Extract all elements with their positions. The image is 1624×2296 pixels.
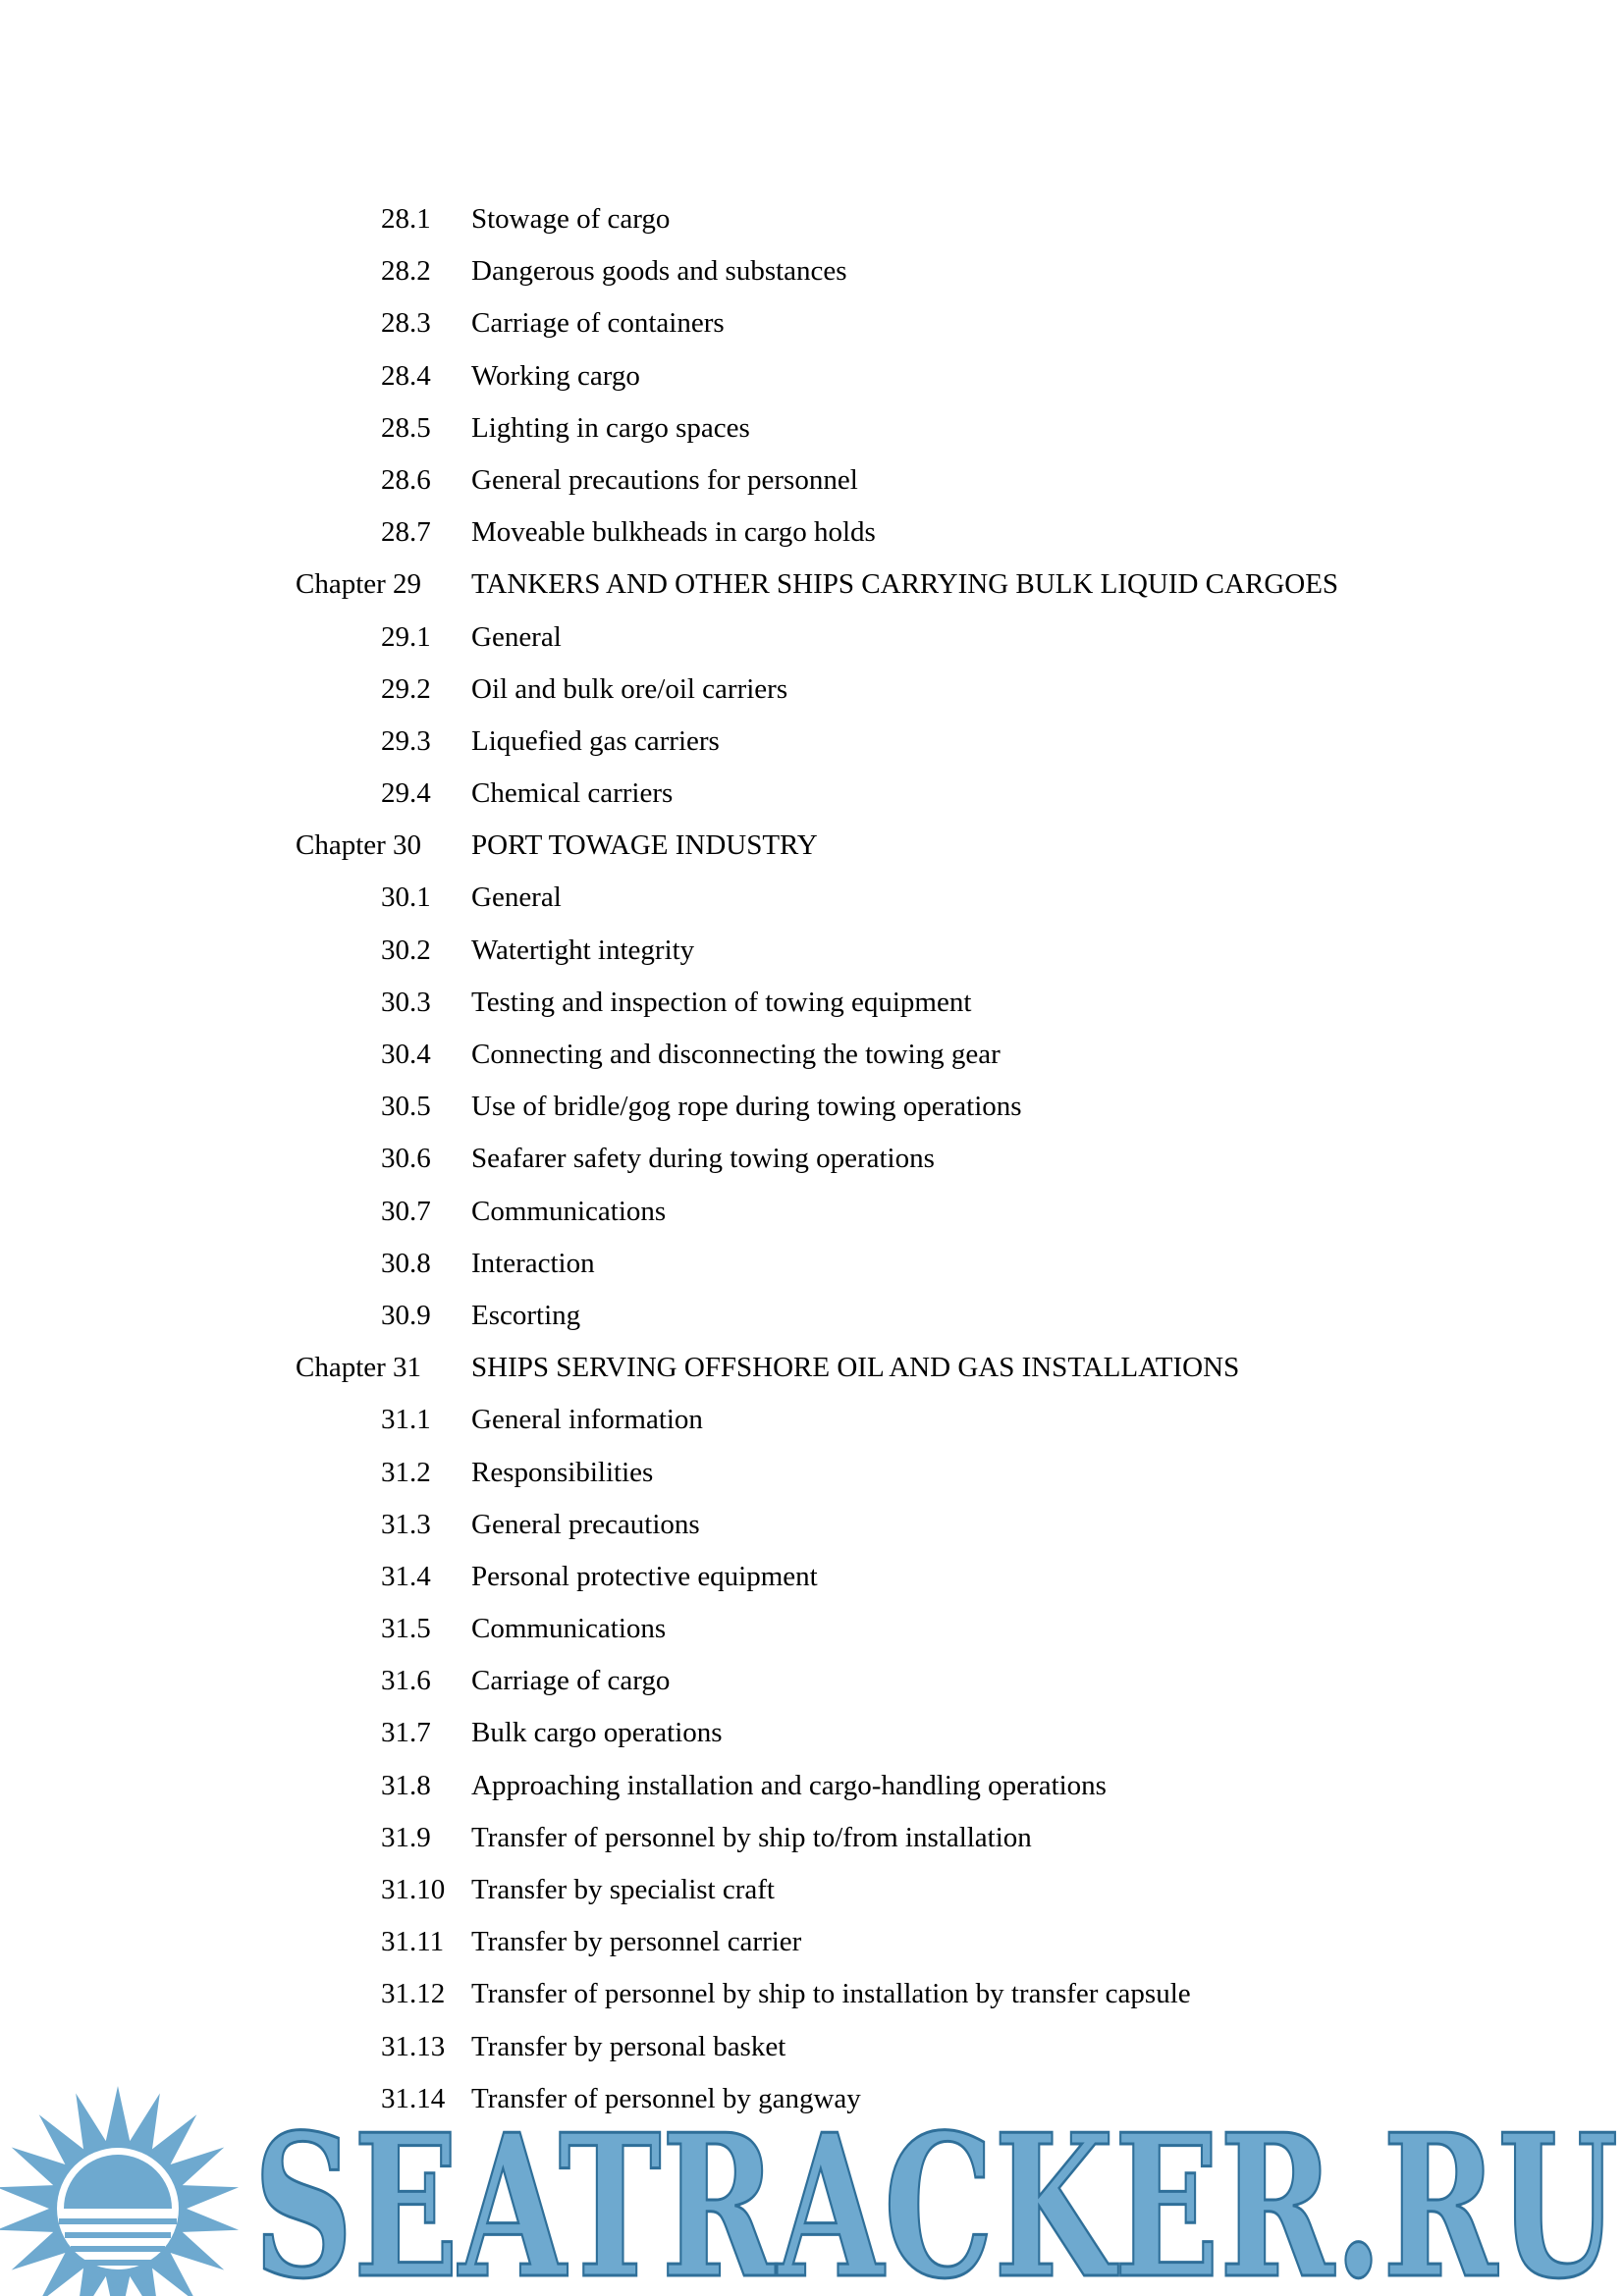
section-number: 31.9 — [381, 1821, 431, 1853]
section-title: Transfer by specialist craft — [471, 1874, 775, 1905]
horizon-line-shape — [77, 2260, 159, 2266]
section-title: Stowage of cargo — [471, 203, 671, 235]
section-title: Testing and inspection of towing equipment — [471, 986, 972, 1018]
toc-section-row — [0, 1290, 1624, 1342]
watermark-text: SEATRACKER.RU — [253, 2092, 1618, 2296]
section-title: Moveable bulkheads in cargo holds — [471, 516, 876, 549]
sun-logo-icon — [0, 2086, 239, 2296]
toc-section-row — [0, 1916, 1624, 1968]
toc-section-row — [0, 507, 1624, 559]
chapter-number: Chapter 31 — [296, 1352, 422, 1384]
section-title: Transfer of personnel by gangway — [471, 2082, 861, 2114]
section-title: General precautions for personnel — [471, 463, 858, 496]
section-number: 29.4 — [381, 777, 431, 810]
section-number: 28.1 — [381, 203, 431, 235]
chapter-title: TANKERS AND OTHER SHIPS CARRYING BULK LIQUID CARGOES — [471, 568, 1339, 601]
toc-section-row — [0, 1238, 1624, 1290]
section-title: Bulk cargo operations — [471, 1717, 723, 1749]
section-number: 31.3 — [381, 1508, 431, 1540]
section-number: 29.2 — [381, 672, 431, 705]
section-number: 31.4 — [381, 1560, 431, 1592]
section-title: Working cargo — [471, 359, 640, 392]
toc-section-row — [0, 1029, 1624, 1081]
section-title: Approaching installation and cargo-handling operations — [471, 1769, 1107, 1801]
section-number: 30.5 — [381, 1091, 431, 1123]
section-title: Transfer of personnel by ship to/from installation — [471, 1821, 1032, 1853]
toc-section-row — [0, 664, 1624, 716]
toc-section-row — [0, 1968, 1624, 2020]
section-title: General — [471, 881, 562, 914]
toc-section-row — [0, 612, 1624, 664]
section-number: 28.7 — [381, 516, 431, 549]
section-title: Transfer by personnel carrier — [471, 1926, 802, 1958]
toc-section-row — [0, 454, 1624, 507]
section-number: 31.10 — [381, 1874, 446, 1905]
section-number: 30.6 — [381, 1143, 431, 1175]
toc-section-row — [0, 1186, 1624, 1238]
chapter-title: PORT TOWAGE INDUSTRY — [471, 829, 818, 862]
section-title: Transfer of personnel by ship to installation by transfer capsule — [471, 1978, 1191, 2010]
toc-section-row — [0, 350, 1624, 402]
section-title: Watertight integrity — [471, 934, 695, 966]
section-number: 30.1 — [381, 881, 431, 914]
toc-chapter-row — [0, 1342, 1624, 1394]
section-number: 31.12 — [381, 1978, 446, 2010]
section-number: 30.9 — [381, 1299, 431, 1331]
toc-section-row — [0, 1603, 1624, 1655]
section-title: Escorting — [471, 1299, 581, 1331]
section-number: 30.3 — [381, 986, 431, 1018]
seatracker-watermark — [0, 2061, 1624, 2296]
section-title: Seafarer safety during towing operations — [471, 1143, 935, 1175]
section-title: Personal protective equipment — [471, 1560, 818, 1592]
section-number: 28.2 — [381, 255, 431, 288]
section-title: Responsibilities — [471, 1456, 654, 1488]
toc-section-row — [0, 402, 1624, 454]
section-title: Interaction — [471, 1247, 595, 1279]
section-number: 30.8 — [381, 1247, 431, 1279]
section-title: Use of bridle/gog rope during towing operations — [471, 1091, 1022, 1123]
horizon-line-shape — [71, 2246, 165, 2252]
section-number: 31.8 — [381, 1769, 431, 1801]
section-number: 28.4 — [381, 359, 431, 392]
toc-section-row — [0, 1864, 1624, 1916]
chapter-number: Chapter 29 — [296, 568, 422, 601]
section-title: Communications — [471, 1613, 667, 1645]
section-number: 31.13 — [381, 2030, 446, 2062]
chapter-number: Chapter 30 — [296, 829, 422, 862]
chapter-title: SHIPS SERVING OFFSHORE OIL AND GAS INSTALLATIONS — [471, 1352, 1240, 1384]
section-title: Chemical carriers — [471, 777, 674, 810]
toc-section-row — [0, 1499, 1624, 1551]
section-title: Communications — [471, 1195, 667, 1227]
section-title: Carriage of cargo — [471, 1665, 671, 1697]
toc-section-row — [0, 1551, 1624, 1603]
toc-section-row — [0, 872, 1624, 924]
section-number: 31.7 — [381, 1717, 431, 1749]
section-number: 31.11 — [381, 1926, 445, 1958]
section-title: Connecting and disconnecting the towing gear — [471, 1039, 1001, 1070]
toc-section-row — [0, 1655, 1624, 1707]
section-number: 28.3 — [381, 307, 431, 340]
toc-section-row — [0, 1081, 1624, 1133]
section-number: 29.3 — [381, 724, 431, 757]
section-number: 30.2 — [381, 934, 431, 966]
section-title: Oil and bulk ore/oil carriers — [471, 672, 788, 705]
section-title: General information — [471, 1404, 703, 1436]
toc-section-row — [0, 1812, 1624, 1864]
toc-section-row — [0, 297, 1624, 349]
section-number: 30.4 — [381, 1039, 431, 1070]
section-title: Lighting in cargo spaces — [471, 411, 750, 444]
section-title: Carriage of containers — [471, 307, 725, 340]
toc-chapter-row — [0, 559, 1624, 611]
toc-section-row — [0, 925, 1624, 977]
toc-section-row — [0, 193, 1624, 245]
section-number: 31.2 — [381, 1456, 431, 1488]
toc-section-row — [0, 245, 1624, 297]
toc-chapter-row — [0, 820, 1624, 872]
horizon-line-shape — [59, 2218, 177, 2224]
toc-section-row — [0, 1133, 1624, 1185]
horizon-line-shape — [65, 2232, 171, 2238]
section-title: Dangerous goods and substances — [471, 255, 847, 288]
toc-section-row — [0, 1394, 1624, 1446]
toc-section-row — [0, 768, 1624, 820]
section-number: 28.6 — [381, 463, 431, 496]
toc-section-row — [0, 1447, 1624, 1499]
section-title: General — [471, 620, 562, 653]
section-number: 31.6 — [381, 1665, 431, 1697]
section-number: 31.14 — [381, 2082, 446, 2114]
table-of-contents — [0, 193, 1624, 2125]
section-title: Transfer by personal basket — [471, 2030, 786, 2062]
toc-section-row — [0, 716, 1624, 768]
section-number: 28.5 — [381, 411, 431, 444]
toc-section-row — [0, 1760, 1624, 1812]
section-number: 30.7 — [381, 1195, 431, 1227]
section-number: 31.1 — [381, 1404, 431, 1436]
section-number: 31.5 — [381, 1613, 431, 1645]
toc-section-row — [0, 1707, 1624, 1759]
section-title: General precautions — [471, 1508, 700, 1540]
section-number: 29.1 — [381, 620, 431, 653]
section-title: Liquefied gas carriers — [471, 724, 720, 757]
toc-section-row — [0, 977, 1624, 1029]
